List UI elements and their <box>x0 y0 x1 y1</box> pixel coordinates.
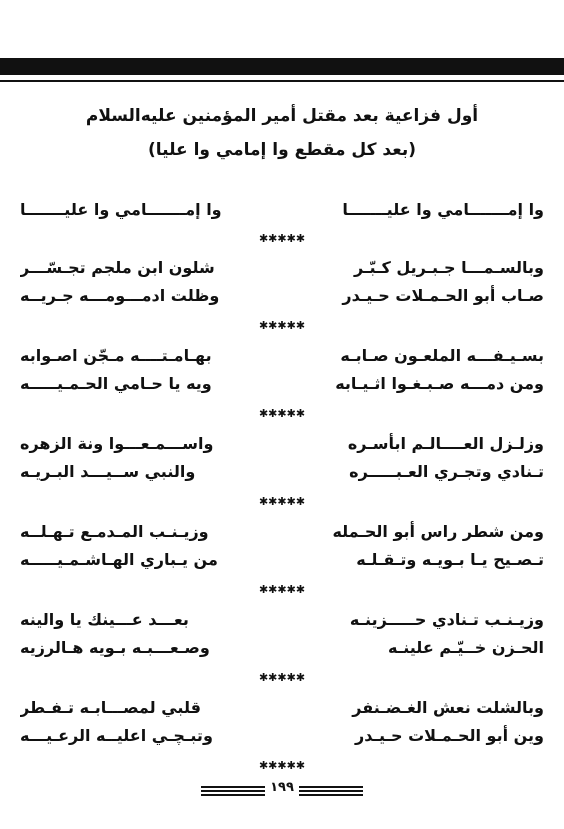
verse <box>20 458 544 486</box>
stanza-separator: ✱✱✱✱✱ <box>258 319 306 332</box>
right-hemistich: ومن دمـــه صـبـغـوا اثـيـابه <box>335 374 544 393</box>
page-number: ١٩٩ <box>270 780 294 795</box>
verse <box>20 634 544 662</box>
left-hemistich: بهـامـتــــه مـجّن اصـوابه <box>20 346 212 365</box>
left-hemistich: واســـمـعـــوا ونة الزهره <box>20 434 214 453</box>
left-hemistich: قلبي لمصـــابـه تـفـطر <box>20 698 201 717</box>
verse <box>20 254 544 282</box>
stanza-separator: ✱✱✱✱✱ <box>258 671 306 684</box>
stanza <box>20 342 544 398</box>
right-hemistich: وبالسـمـــا جـبـريل كـبّـر <box>354 258 544 277</box>
stanza <box>20 254 544 310</box>
left-hemistich: شلون ابن ملجم تجـسّـــر <box>20 258 215 277</box>
right-hemistich: وزلـزل العــــالـم ابأسـره <box>347 434 544 453</box>
verse <box>20 722 544 750</box>
stanza-separator: ✱✱✱✱✱ <box>258 407 306 420</box>
right-hemistich: ومن شطر راس أبو الحـمله <box>332 522 544 541</box>
left-hemistich: ويه يا حـامي الحـمـيـــــه <box>20 374 212 393</box>
verse <box>20 694 544 722</box>
left-hemistich: وزيـنـب المـدمـع تـهـلــه <box>20 522 209 541</box>
left-hemistich: بعـــد عـــينك يا والينه <box>20 610 189 629</box>
stanza <box>20 430 544 486</box>
right-hemistich: وبالشلت نعش الغـضـنفر <box>352 698 544 717</box>
verse <box>20 606 544 634</box>
verse <box>20 342 544 370</box>
poem <box>20 196 544 782</box>
refrain-verse <box>20 196 544 224</box>
page-subtitle: (بعد كل مقطع وا إمامي وا عليا) <box>148 140 416 160</box>
verse <box>20 370 544 398</box>
page-footer <box>0 780 564 804</box>
right-hemistich: الحـزن خــيّـم علينـه <box>388 638 544 657</box>
left-hemistich: وتبـچـي اعليــه الرعـيـــه <box>20 726 213 745</box>
header-band <box>0 58 564 75</box>
left-hemistich: وظلت ادمـــومـــه جـريــه <box>20 286 220 305</box>
right-hemistich: تـصـيح يـا بـويـه وتـقـلـه <box>356 550 544 569</box>
right-hemistich: تـنادي وتجـري العـبـــــره <box>349 462 544 481</box>
stanza <box>20 518 544 574</box>
stanza <box>20 606 544 662</box>
right-hemistich: وزيـنـب تـنادي حـــــزينـه <box>349 610 544 629</box>
footer-rule-right <box>299 786 363 798</box>
page-title: أول فزاعية بعد مقتل أمير المؤمنين عليه‌السلام <box>85 106 479 126</box>
header-rule <box>0 80 564 82</box>
right-hemistich: وين أبو الحـمـلات حـيـدر <box>355 726 544 745</box>
verse <box>20 546 544 574</box>
left-hemistich: والنبي ســيـــد البـريـه <box>20 462 196 481</box>
verse <box>20 282 544 310</box>
refrain-right-hemistich: وا إمـــــــامي وا عليـــــــا <box>342 200 544 219</box>
verse <box>20 430 544 458</box>
verse <box>20 518 544 546</box>
refrain-left-hemistich: وا إمـــــــامي وا عليـــــــا <box>20 200 222 219</box>
stanza-separator: ✱✱✱✱✱ <box>258 759 306 772</box>
stanza-separator: ✱✱✱✱✱ <box>258 495 306 508</box>
stanza-separator: ✱✱✱✱✱ <box>258 583 306 596</box>
left-hemistich: وصـعـــبـه بـويه هـالرزيه <box>20 638 210 657</box>
right-hemistich: بسـيـفـــه الملعـون صـابـه <box>340 346 544 365</box>
right-hemistich: صـاب أبو الحـمـلات حـيـدر <box>342 286 544 305</box>
left-hemistich: من يـباري الهـاشـمـيـــــه <box>20 550 218 569</box>
stanza-separator: ✱✱✱✱✱ <box>258 232 306 245</box>
footer-rule-left <box>201 786 265 798</box>
stanza <box>20 694 544 750</box>
